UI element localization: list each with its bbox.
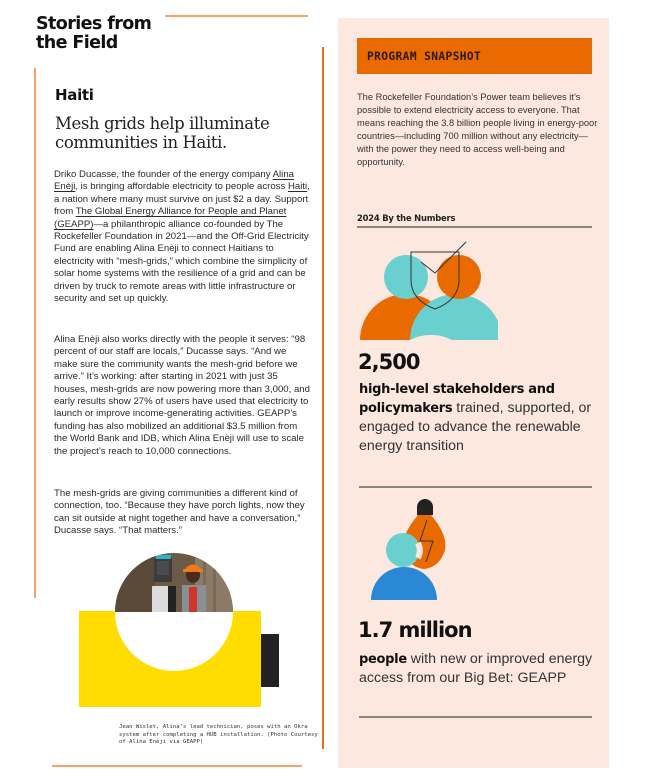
link-haiti[interactable]: Haiti (287, 181, 308, 193)
top-accent-line (165, 15, 308, 17)
link-geapp[interactable]: The Global Energy Alliance for People and Planet (GEAPP) (54, 206, 287, 230)
numbers-heading: 2024 By the Numbers (357, 213, 456, 223)
right-accent-line (322, 47, 324, 749)
stat-rest-text: with new or improved energy access from our Big Bet: GEAPP (359, 651, 593, 686)
stat-description (359, 380, 594, 456)
text: , a nation where many must survive on just $2 a day. Support from (54, 181, 310, 218)
divider (359, 716, 592, 718)
photo-composition (79, 553, 281, 708)
text: Driko Ducasse, the founder of the energy company (54, 169, 273, 180)
divider (357, 226, 592, 228)
stat-value: 2,500 (358, 350, 420, 374)
people-shield-check-icon (358, 240, 498, 340)
stat-description (359, 650, 594, 688)
story-paragraph-2: Alina Enèji also works directly with the people it serves: “98 percent of our staff are locals,” Ducasse says. “And we make sure the community wants the mesh-grid before we arrive.” It’s working: after starting in 2021 with just 35 houses, mesh-grids are now powering more than 3,000, and early results show 27% of users have used that electricity to launch or improve income-generating activities. GEAPP’s funding has also mobilized an additional $3.5 million from the World Bank and IDB, which Alina Enèji will use to scale the project’s reach to 10,000 connections. (54, 334, 310, 457)
bottom-accent-line (52, 765, 302, 767)
story-paragraph-1 (54, 169, 310, 305)
text: , is bringing affordable electricity to people across (75, 181, 288, 193)
dark-block (261, 634, 279, 687)
divider (359, 486, 592, 488)
technician-photo (115, 553, 233, 612)
photo-illustration (115, 553, 233, 612)
section-title-line1: Stories from (36, 14, 152, 34)
program-snapshot-banner (357, 38, 592, 74)
stat-bold-text: people (359, 652, 407, 667)
banner-title: PROGRAM SNAPSHOT (367, 50, 482, 63)
photo-caption: Jean Wislet, Alina’s lead technician, poses with an Okra system after completing a HUB installation. (Photo Courtesy of Alina Enèji via GEAPP) (119, 724, 318, 746)
story-headline: Mesh grids help illuminate communities in Haiti. (55, 114, 270, 152)
story-country: Haiti (55, 86, 94, 104)
section-title-line2: the Field (36, 33, 118, 53)
text: —a philanthropic alliance co-founded by The Rockefeller Foundation in 2021—and the Off-Grid Electricity Fund are enabling Alina Enèji to connect Haitians to electricity with “mesh-grids,” which combine the simplicity of solar home systems with the resilience of a grid and can be driven by truck to remote areas with little infrastructure or security and set up quickly. (54, 218, 309, 305)
stat-value: 1.7 million (358, 618, 472, 642)
story-paragraph-3: The mesh-grids are giving communities a different kind of connection, too. “Because they have porch lights, now they can sit outside at night together and have a conversation,” Ducasse says. “That matters.” (54, 488, 305, 537)
stat-bold-text: high-level stakeholders and policymakers (359, 382, 555, 416)
stat-rest-text: trained, supported, or engaged to advance the renewable energy transition (359, 400, 592, 454)
link-alina-eneji[interactable]: Alina Enèji (54, 169, 294, 193)
section-title (36, 15, 151, 53)
left-accent-line (34, 68, 36, 598)
snapshot-intro: The Rockefeller Foundation’s Power team believes it’s possible to extend electricity access to everyone. That means reaching the 3.8 billion people living in energy-poor countries—including 700 million without any electricity—with the power they need to access well-being and opportunity. (357, 92, 598, 167)
person-lightbulb-icon (368, 495, 458, 605)
